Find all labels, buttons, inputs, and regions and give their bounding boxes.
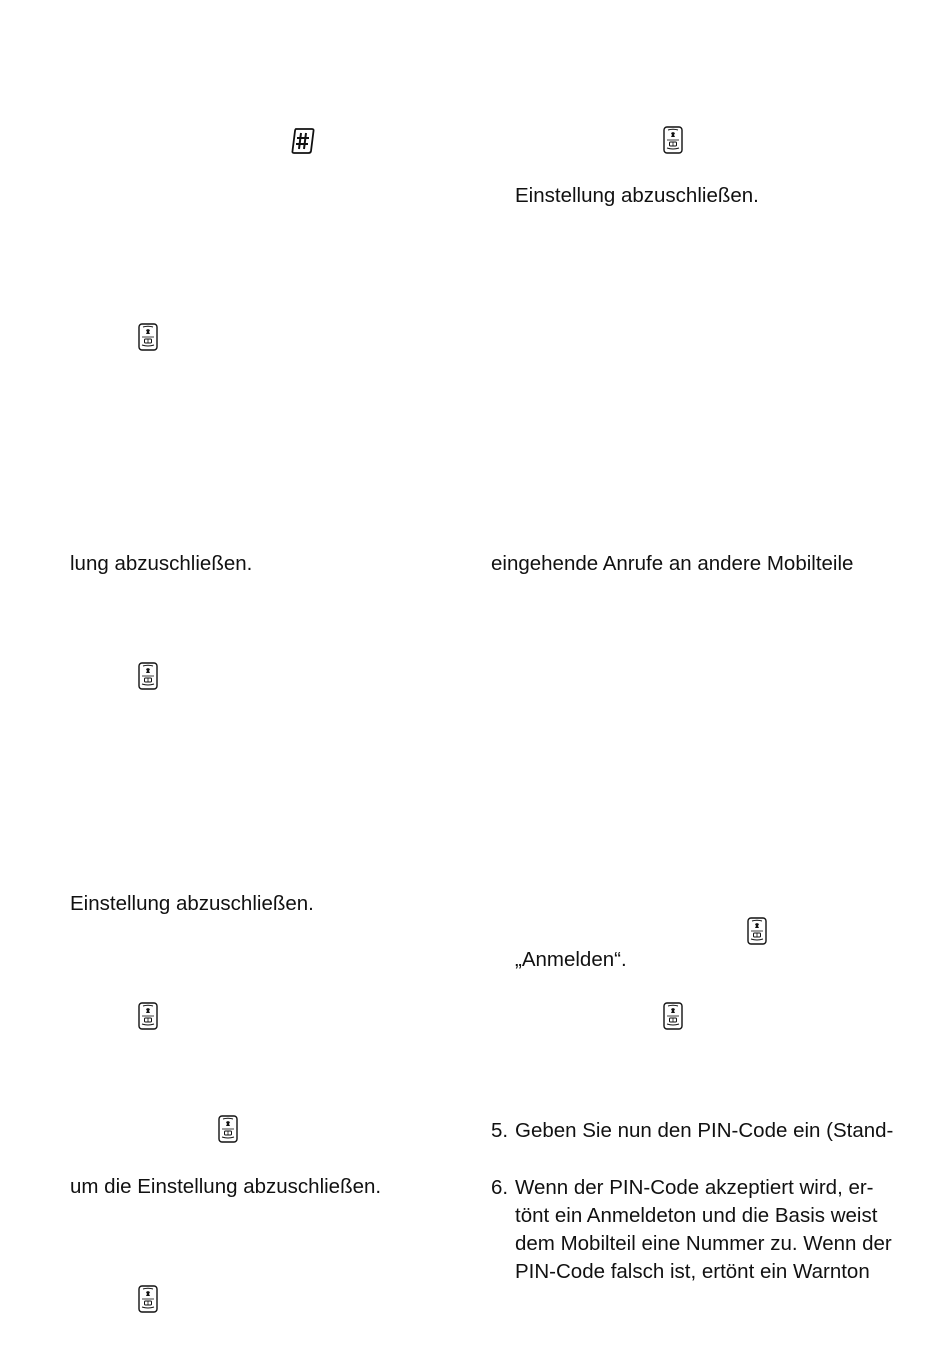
handset-key-icon — [138, 662, 158, 690]
handset-key-icon — [747, 917, 767, 945]
step-text: Geben Sie nun den PIN-Code ein (Stand- — [515, 1119, 894, 1142]
text-line: Einstellung abzuschließen. — [515, 184, 759, 207]
step-number: 5. — [491, 1119, 509, 1142]
text-line: lung abzuschließen. — [70, 552, 253, 575]
handset-key-icon — [218, 1115, 238, 1143]
step-text: tönt ein Anmeldeton und die Basis weist — [515, 1204, 878, 1227]
handset-key-icon — [138, 323, 158, 351]
text-line: um die Einstellung abzuschließen. — [70, 1175, 382, 1198]
text-line: eingehende Anrufe an andere Mobilteile — [491, 552, 854, 575]
handset-key-icon — [138, 1002, 158, 1030]
step-text: Wenn der PIN-Code akzeptiert wird, er- — [515, 1176, 874, 1199]
text-line: Einstellung abzuschließen. — [70, 892, 314, 915]
text-line: „Anmelden“. — [515, 948, 627, 971]
handset-key-icon — [138, 1285, 158, 1313]
step-text: dem Mobilteil eine Nummer zu. Wenn der — [515, 1232, 892, 1255]
step-text: PIN-Code falsch ist, ertönt ein Warnton — [515, 1260, 870, 1283]
handset-key-icon — [663, 1002, 683, 1030]
handset-key-icon — [663, 126, 683, 154]
step-number: 6. — [491, 1176, 509, 1199]
hash-key-icon — [291, 128, 315, 154]
